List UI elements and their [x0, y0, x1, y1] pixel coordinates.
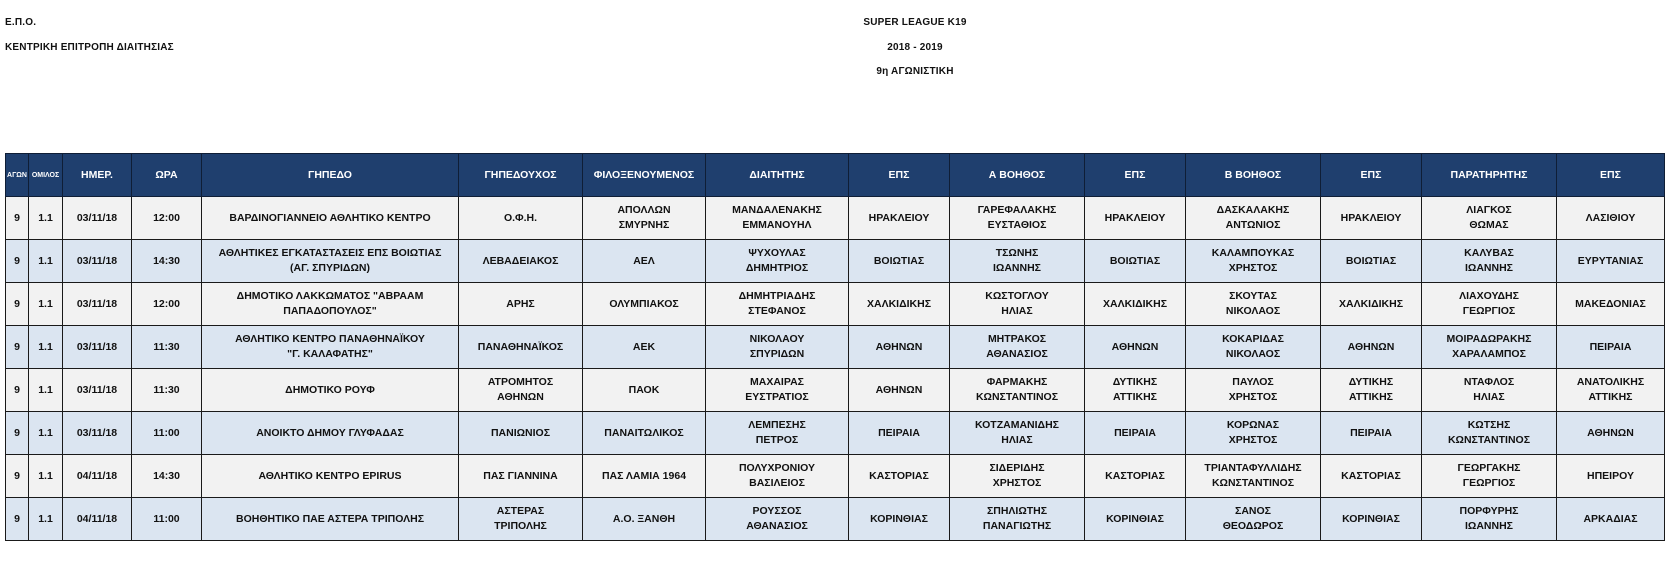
table-cell: ΛΕΒΑΔΕΙΑΚΟΣ	[459, 240, 583, 283]
table-cell: ΔΗΜΗΤΡΙΑΔΗΣ ΣΤΕΦΑΝΟΣ	[706, 283, 849, 326]
table-cell: 9	[6, 283, 29, 326]
table-cell: ΕΥΡΥΤΑΝΙΑΣ	[1557, 240, 1665, 283]
table-cell: ΒΟΙΩΤΙΑΣ	[849, 240, 950, 283]
column-header: Β ΒΟΗΘΟΣ	[1186, 154, 1321, 197]
table-cell: ΑΘΗΝΩΝ	[1557, 412, 1665, 455]
table-cell: ΑΤΡΟΜΗΤΟΣ ΑΘΗΝΩΝ	[459, 369, 583, 412]
table-cell: ΗΡΑΚΛΕΙΟΥ	[1085, 197, 1186, 240]
table-cell: ΜΗΤΡΑΚΟΣ ΑΘΑΝΑΣΙΟΣ	[950, 326, 1085, 369]
table-cell: ΑΘΗΝΩΝ	[849, 369, 950, 412]
column-header: Α ΒΟΗΘΟΣ	[950, 154, 1085, 197]
table-cell: ΠΑΝΑΙΤΩΛΙΚΟΣ	[583, 412, 706, 455]
table-cell: 9	[6, 240, 29, 283]
table-cell: ΚΑΣΤΟΡΙΑΣ	[1321, 455, 1422, 498]
table-cell: ΣΠΗΛΙΩΤΗΣ ΠΑΝΑΓΙΩΤΗΣ	[950, 498, 1085, 541]
column-header: ΓΗΠΕΔΟ	[202, 154, 459, 197]
table-cell: ΠΑΣ ΛΑΜΙΑ 1964	[583, 455, 706, 498]
table-cell: 14:30	[132, 240, 202, 283]
table-cell: ΚΑΣΤΟΡΙΑΣ	[849, 455, 950, 498]
table-cell: ΚΟΤΖΑΜΑΝΙΔΗΣ ΗΛΙΑΣ	[950, 412, 1085, 455]
table-cell: ΜΟΙΡΑΔΩΡΑΚΗΣ ΧΑΡΑΛΑΜΠΟΣ	[1422, 326, 1557, 369]
table-cell: ΔΗΜΟΤΙΚΟ ΡΟΥΦ	[202, 369, 459, 412]
table-cell: ΤΡΙΑΝΤΑΦΥΛΛΙΔΗΣ ΚΩΝΣΤΑΝΤΙΝΟΣ	[1186, 455, 1321, 498]
table-cell: ΗΠΕΙΡΟΥ	[1557, 455, 1665, 498]
table-cell: ΒΟΗΘΗΤΙΚΟ ΠΑΕ ΑΣΤΕΡΑ ΤΡΙΠΟΛΗΣ	[202, 498, 459, 541]
table-body	[6, 197, 1665, 541]
table-cell: 9	[6, 455, 29, 498]
table-cell: ΑΠΟΛΛΩΝ ΣΜΥΡΝΗΣ	[583, 197, 706, 240]
table-header-row	[6, 154, 1665, 197]
column-header: ΑΓΩΝ	[6, 154, 29, 197]
table-cell: ΝΤΑΦΛΟΣ ΗΛΙΑΣ	[1422, 369, 1557, 412]
league-title: SUPER LEAGUE K19	[863, 17, 967, 28]
table-cell: ΠΑΟΚ	[583, 369, 706, 412]
table-cell: ΠΑΝΑΘΗΝΑΪΚΟΣ	[459, 326, 583, 369]
table-cell: ΔΑΣΚΑΛΑΚΗΣ ΑΝΤΩΝΙΟΣ	[1186, 197, 1321, 240]
table-cell: ΠΑΝΙΩΝΙΟΣ	[459, 412, 583, 455]
table-cell: ΨΥΧΟΥΛΑΣ ΔΗΜΗΤΡΙΟΣ	[706, 240, 849, 283]
table-cell: ΛΑΣΙΘΙΟΥ	[1557, 197, 1665, 240]
season-label: 2018 - 2019	[887, 42, 943, 53]
table-cell: ΧΑΛΚΙΔΙΚΗΣ	[849, 283, 950, 326]
table-cell: 1.1	[29, 369, 63, 412]
column-header: ΟΜΙΛΟΣ	[29, 154, 63, 197]
table-cell: ΗΡΑΚΛΕΙΟΥ	[1321, 197, 1422, 240]
table-cell: ΚΟΚΑΡΙΔΑΣ ΝΙΚΟΛΑΟΣ	[1186, 326, 1321, 369]
column-header: ΠΑΡΑΤΗΡΗΤΗΣ	[1422, 154, 1557, 197]
table-cell: 14:30	[132, 455, 202, 498]
table-cell: 9	[6, 498, 29, 541]
table-cell: ΠΟΡΦΥΡΗΣ ΙΩΑΝΝΗΣ	[1422, 498, 1557, 541]
table-cell: 1.1	[29, 498, 63, 541]
table-cell: 1.1	[29, 326, 63, 369]
table-cell: ΛΕΜΠΕΣΗΣ ΠΕΤΡΟΣ	[706, 412, 849, 455]
table-cell: ΑΡΗΣ	[459, 283, 583, 326]
table-cell: ΝΙΚΟΛΑΟΥ ΣΠΥΡΙΔΩΝ	[706, 326, 849, 369]
table-cell: ΤΣΩΝΗΣ ΙΩΑΝΝΗΣ	[950, 240, 1085, 283]
table-cell: ΚΑΛΑΜΠΟΥΚΑΣ ΧΡΗΣΤΟΣ	[1186, 240, 1321, 283]
referee-assignments-table	[5, 153, 1665, 541]
table-cell: 9	[6, 197, 29, 240]
table-row	[6, 240, 1665, 283]
table-cell: ΠΕΙΡΑΙΑ	[1321, 412, 1422, 455]
column-header: ΩΡΑ	[132, 154, 202, 197]
column-header: ΕΠΣ	[1085, 154, 1186, 197]
table-cell: ΑΕΛ	[583, 240, 706, 283]
table-cell: ΚΟΡΩΝΑΣ ΧΡΗΣΤΟΣ	[1186, 412, 1321, 455]
table-cell: ΚΟΡΙΝΘΙΑΣ	[1321, 498, 1422, 541]
column-header: ΕΠΣ	[849, 154, 950, 197]
table-row	[6, 326, 1665, 369]
table-row	[6, 197, 1665, 240]
column-header: ΗΜΕΡ.	[63, 154, 132, 197]
table-cell: 9	[6, 326, 29, 369]
table-cell: ΚΑΛΥΒΑΣ ΙΩΑΝΝΗΣ	[1422, 240, 1557, 283]
column-header: ΓΗΠΕΔΟΥΧΟΣ	[459, 154, 583, 197]
table-cell: 03/11/18	[63, 412, 132, 455]
table-cell: ΒΟΙΩΤΙΑΣ	[1085, 240, 1186, 283]
table-cell: ΔΗΜΟΤΙΚΟ ΛΑΚΚΩΜΑΤΟΣ "ΑΒΡΑΑΜ ΠΑΠΑΔΟΠΟΥΛΟΣ"	[202, 283, 459, 326]
table-cell: ΚΟΡΙΝΘΙΑΣ	[849, 498, 950, 541]
table-cell: 1.1	[29, 455, 63, 498]
table-cell: ΑΘΛΗΤΙΚΟ ΚΕΝΤΡΟ EPIRUS	[202, 455, 459, 498]
table-cell: ΗΡΑΚΛΕΙΟΥ	[849, 197, 950, 240]
table-cell: ΠΕΙΡΑΙΑ	[849, 412, 950, 455]
organization-name: Ε.Π.Ο.	[5, 17, 37, 28]
table-cell: ΠΑΥΛΟΣ ΧΡΗΣΤΟΣ	[1186, 369, 1321, 412]
table-cell: ΚΩΣΤΟΓΛΟΥ ΗΛΙΑΣ	[950, 283, 1085, 326]
table-cell: ΑΘΛΗΤΙΚΕΣ ΕΓΚΑΤΑΣΤΑΣΕΙΣ ΕΠΣ ΒΟΙΩΤΙΑΣ (ΑΓ. ΣΠΥΡΙΔΩΝ)	[202, 240, 459, 283]
table-cell: Α.Ο. ΞΑΝΘΗ	[583, 498, 706, 541]
table-cell: ΑΕΚ	[583, 326, 706, 369]
table-cell: ΠΕΙΡΑΙΑ	[1557, 326, 1665, 369]
table-cell: 11:30	[132, 369, 202, 412]
table-row	[6, 369, 1665, 412]
table-cell: ΑΡΚΑΔΙΑΣ	[1557, 498, 1665, 541]
table-cell: 12:00	[132, 197, 202, 240]
table-cell: ΦΑΡΜΑΚΗΣ ΚΩΝΣΤΑΝΤΙΝΟΣ	[950, 369, 1085, 412]
table-cell: ΜΑΧΑΙΡΑΣ ΕΥΣΤΡΑΤΙΟΣ	[706, 369, 849, 412]
table-cell: 03/11/18	[63, 240, 132, 283]
table-cell: ΑΣΤΕΡΑΣ ΤΡΙΠΟΛΗΣ	[459, 498, 583, 541]
table-cell: ΑΝΑΤΟΛΙΚΗΣ ΑΤΤΙΚΗΣ	[1557, 369, 1665, 412]
table-cell: ΚΟΡΙΝΘΙΑΣ	[1085, 498, 1186, 541]
table-cell: 11:00	[132, 498, 202, 541]
table-cell: Ο.Φ.Η.	[459, 197, 583, 240]
table-cell: ΚΩΤΣΗΣ ΚΩΝΣΤΑΝΤΙΝΟΣ	[1422, 412, 1557, 455]
table-cell: ΠΕΙΡΑΙΑ	[1085, 412, 1186, 455]
column-header: ΕΠΣ	[1321, 154, 1422, 197]
table-cell: 9	[6, 412, 29, 455]
table-cell: ΜΑΝΔΑΛΕΝΑΚΗΣ ΕΜΜΑΝΟΥΗΛ	[706, 197, 849, 240]
column-header: ΕΠΣ	[1557, 154, 1665, 197]
table-row	[6, 412, 1665, 455]
table-cell: ΒΑΡΔΙΝΟΓΙΑΝΝΕΙΟ ΑΘΛΗΤΙΚΟ ΚΕΝΤΡΟ	[202, 197, 459, 240]
table-cell: ΔΥΤΙΚΗΣ ΑΤΤΙΚΗΣ	[1321, 369, 1422, 412]
table-row	[6, 283, 1665, 326]
table-cell: ΧΑΛΚΙΔΙΚΗΣ	[1321, 283, 1422, 326]
table-cell: 9	[6, 369, 29, 412]
table-cell: 11:30	[132, 326, 202, 369]
table-cell: ΣΑΝΟΣ ΘΕΟΔΩΡΟΣ	[1186, 498, 1321, 541]
column-header: ΔΙΑΙΤΗΤΗΣ	[706, 154, 849, 197]
round-label: 9η ΑΓΩΝΙΣΤΙΚΗ	[876, 66, 954, 77]
table-cell: ΜΑΚΕΔΟΝΙΑΣ	[1557, 283, 1665, 326]
table-cell: 03/11/18	[63, 197, 132, 240]
table-cell: 11:00	[132, 412, 202, 455]
table-cell: ΛΙΑΓΚΟΣ ΘΩΜΑΣ	[1422, 197, 1557, 240]
table-row	[6, 455, 1665, 498]
table-cell: ΡΟΥΣΣΟΣ ΑΘΑΝΑΣΙΟΣ	[706, 498, 849, 541]
table-cell: ΣΙΔΕΡΙΔΗΣ ΧΡΗΣΤΟΣ	[950, 455, 1085, 498]
table-cell: ΣΚΟΥΤΑΣ ΝΙΚΟΛΑΟΣ	[1186, 283, 1321, 326]
table-cell: ΓΑΡΕΦΑΛΑΚΗΣ ΕΥΣΤΑΘΙΟΣ	[950, 197, 1085, 240]
table-cell: 03/11/18	[63, 283, 132, 326]
table-cell: ΑΝΟΙΚΤΟ ΔΗΜΟΥ ΓΛΥΦΑΔΑΣ	[202, 412, 459, 455]
table-cell: ΒΟΙΩΤΙΑΣ	[1321, 240, 1422, 283]
table-cell: ΓΕΩΡΓΑΚΗΣ ΓΕΩΡΓΙΟΣ	[1422, 455, 1557, 498]
table-cell: 04/11/18	[63, 498, 132, 541]
table-cell: ΟΛΥΜΠΙΑΚΟΣ	[583, 283, 706, 326]
table-cell: 03/11/18	[63, 369, 132, 412]
table-row	[6, 498, 1665, 541]
table-cell: ΑΘΗΝΩΝ	[1321, 326, 1422, 369]
table-cell: ΑΘΛΗΤΙΚΟ ΚΕΝΤΡΟ ΠΑΝΑΘΗΝΑΪΚΟΥ "Γ. ΚΑΛΑΦΑΤΗΣ"	[202, 326, 459, 369]
committee-name: ΚΕΝΤΡΙΚΗ ΕΠΙΤΡΟΠΗ ΔΙΑΙΤΗΣΙΑΣ	[5, 42, 174, 53]
table-cell: 12:00	[132, 283, 202, 326]
table-cell: ΠΑΣ ΓΙΑΝΝΙΝΑ	[459, 455, 583, 498]
table-cell: 04/11/18	[63, 455, 132, 498]
table-cell: ΠΟΛΥΧΡΟΝΙΟΥ ΒΑΣΙΛΕΙΟΣ	[706, 455, 849, 498]
table-cell: ΛΙΑΧΟΥΔΗΣ ΓΕΩΡΓΙΟΣ	[1422, 283, 1557, 326]
table-cell: 1.1	[29, 283, 63, 326]
column-header: ΦΙΛΟΞΕΝΟΥΜΕΝΟΣ	[583, 154, 706, 197]
table-cell: ΧΑΛΚΙΔΙΚΗΣ	[1085, 283, 1186, 326]
table-cell: ΔΥΤΙΚΗΣ ΑΤΤΙΚΗΣ	[1085, 369, 1186, 412]
table-cell: 1.1	[29, 240, 63, 283]
table-cell: ΑΘΗΝΩΝ	[849, 326, 950, 369]
table-cell: ΑΘΗΝΩΝ	[1085, 326, 1186, 369]
table-cell: 03/11/18	[63, 326, 132, 369]
table-cell: 1.1	[29, 197, 63, 240]
table-cell: 1.1	[29, 412, 63, 455]
table-cell: ΚΑΣΤΟΡΙΑΣ	[1085, 455, 1186, 498]
